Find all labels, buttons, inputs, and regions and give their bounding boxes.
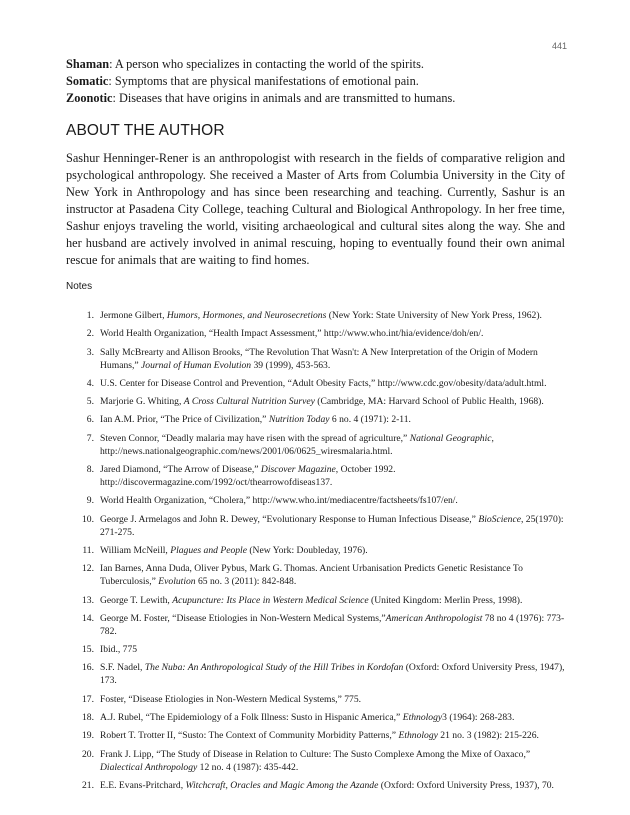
note-text-tail: 21 no. 3 (1982): 215-226. bbox=[437, 730, 539, 742]
note-title: Dialectical Anthropology bbox=[100, 761, 198, 773]
glossary-term: Somatic bbox=[66, 74, 109, 88]
note-item bbox=[66, 395, 566, 408]
note-text: A.J. Rubel, “The Epidemiology of a Folk Illness: Susto in Hispanic America,” bbox=[100, 712, 403, 724]
note-title: A Cross Cultural Nutrition Survey bbox=[183, 396, 315, 408]
note-number: 6. bbox=[86, 414, 94, 426]
note-title: Witchcraft, Oracles and Magic Among the Azande bbox=[185, 779, 379, 791]
note-title: Acupuncture: Its Place in Western Medical Science bbox=[172, 594, 369, 606]
note-text: George T. Lewith, bbox=[100, 594, 173, 606]
note-text-tail: (United Kingdom: Merlin Press, 1998). bbox=[368, 594, 523, 606]
note-text: U.S. Center for Disease Control and Prevention, “Adult Obesity Facts,” http://www.cdc.gov/obesity/data/adult.html. bbox=[100, 377, 547, 389]
note-text: Sally McBrearty and Allison Brooks, “The Revolution That Wasn't: A New Interpretation of the Origin of Modern Humans,” bbox=[100, 346, 538, 371]
note-title: Discover Magazine bbox=[260, 464, 336, 476]
note-text-tail: (Oxford: Oxford University Press, 1947), 173. bbox=[100, 662, 565, 687]
note-number: 11. bbox=[82, 544, 94, 556]
note-text-tail: (New York: State University of New York Press, 1962). bbox=[326, 310, 542, 321]
note-number: 21. bbox=[82, 779, 94, 791]
notes-list bbox=[66, 309, 566, 797]
note-text-tail: 6 no. 4 (1971): 2-11. bbox=[329, 414, 411, 426]
notes-heading: Notes bbox=[66, 281, 93, 292]
note-text: Frank J. Lipp, “The Study of Disease in Relation to Culture: The Susto Complexe Among the Mixe of Oaxaco,” bbox=[100, 748, 531, 760]
note-text: Jared Diamond, “The Arrow of Disease,” bbox=[100, 464, 261, 476]
note-item bbox=[66, 432, 566, 458]
note-text-tail: 65 no. 3 (2011): 842-848. bbox=[195, 576, 297, 588]
note-text: George M. Foster, “Disease Etiologies in Non-Western Medical Systems,” bbox=[100, 612, 386, 624]
note-item bbox=[66, 463, 566, 489]
note-number: 13. bbox=[82, 594, 94, 606]
note-text: Robert T. Trotter II, “Susto: The Context of Community Morbidity Patterns,” bbox=[100, 730, 399, 742]
note-title: American Anthropologist bbox=[385, 612, 483, 624]
note-title: Evolution bbox=[158, 576, 196, 588]
note-title: The Nuba: An Anthropological Study of the Hill Tribes in Kordofan bbox=[144, 662, 404, 674]
note-text-tail: , 25(1970): 271-275. bbox=[100, 513, 564, 538]
note-item bbox=[66, 346, 566, 372]
note-title: Nutrition Today bbox=[268, 414, 330, 426]
note-text: Ian Barnes, Anna Duda, Oliver Pybus, Mark G. Thomas. Ancient Urbanisation Predicts Genetic Resistance To Tuberculosis,” bbox=[100, 563, 523, 588]
glossary-entry-somatic bbox=[66, 73, 566, 90]
glossary-definition: : A person who specializes in contacting the world of the spirits. bbox=[109, 57, 424, 71]
note-number: 3. bbox=[86, 346, 94, 358]
note-number: 8. bbox=[86, 464, 94, 476]
note-text-tail: (New York: Doubleday, 1976). bbox=[246, 544, 368, 556]
note-text: Ian A.M. Prior, “The Price of Civilization,” bbox=[100, 414, 269, 426]
note-text: Jermone Gilbert, bbox=[100, 310, 167, 321]
note-item bbox=[66, 661, 566, 687]
note-number: 18. bbox=[82, 712, 94, 724]
note-title: National Geographic bbox=[409, 432, 492, 444]
note-text-tail: 12 no. 4 (1987): 435-442. bbox=[197, 761, 299, 773]
note-number: 7. bbox=[86, 432, 94, 444]
note-item bbox=[66, 643, 566, 656]
note-number: 1. bbox=[86, 310, 94, 321]
note-text-tail: , October 1992. http://discovermagazine.com/1992/oct/thearrowofdiseas137. bbox=[100, 464, 396, 489]
note-item bbox=[66, 377, 566, 390]
note-item bbox=[66, 748, 566, 774]
glossary-definition: : Diseases that have origins in animals and are transmitted to humans. bbox=[112, 91, 456, 105]
note-item bbox=[66, 309, 566, 322]
note-item bbox=[66, 729, 566, 742]
note-title: Ethnology bbox=[402, 712, 443, 724]
note-number: 14. bbox=[82, 612, 94, 624]
note-item bbox=[66, 594, 566, 607]
glossary bbox=[66, 56, 566, 107]
note-text: George J. Armelagos and John R. Dewey, “Evolutionary Response to Human Infectious Disease,” bbox=[100, 513, 479, 525]
note-text-tail: 39 (1999), 453-563. bbox=[251, 359, 331, 371]
note-item bbox=[66, 544, 566, 557]
note-item bbox=[66, 693, 566, 706]
glossary-definition: : Symptoms that are physical manifestations of emotional pain. bbox=[108, 74, 419, 88]
note-text: E.E. Evans-Pritchard, bbox=[100, 779, 186, 791]
note-text-tail: 3 (1964): 268-283. bbox=[442, 712, 515, 724]
note-text-tail: (Cambridge, MA: Harvard School of Public Health, 1968). bbox=[314, 396, 544, 408]
glossary-entry-shaman bbox=[66, 56, 566, 73]
note-number: 9. bbox=[86, 495, 94, 507]
glossary-entry-zoonotic bbox=[66, 90, 566, 107]
note-text: Ibid., 775 bbox=[100, 644, 138, 656]
note-item bbox=[66, 513, 566, 539]
page-number: 441 bbox=[551, 41, 567, 51]
glossary-term: Zoonotic bbox=[66, 91, 113, 105]
note-title: Journal of Human Evolution bbox=[141, 359, 252, 371]
note-item bbox=[66, 612, 566, 638]
note-number: 12. bbox=[82, 563, 94, 575]
note-number: 19. bbox=[82, 730, 94, 742]
note-number: 4. bbox=[86, 377, 94, 389]
note-item bbox=[66, 327, 566, 340]
note-item bbox=[66, 494, 566, 507]
note-number: 20. bbox=[82, 748, 94, 760]
note-number: 17. bbox=[82, 693, 94, 705]
note-item bbox=[66, 413, 566, 426]
about-author-body: Sashur Henninger-Rener is an anthropologist with research in the fields of comparative religion and psychological anthropology. She received a Master of Arts from Columbia University in the City of New York in Anthropology and has since been researching and teaching. Currently, Sashur is an instructor at Pasadena City College, teaching Cultural and Biological Anthropology. In her free time, Sashur enjoys traveling the world, visiting archaeological and cultural sites along the way. She and her husband are actively involved in animal rescuing, hoping to eventually found their own animal rescue for animals that are waiting to find homes. bbox=[66, 151, 565, 267]
note-text: S.F. Nadel, bbox=[100, 662, 145, 674]
note-item bbox=[66, 779, 566, 792]
note-text: World Health Organization, “Health Impact Assessment,” http://www.who.int/hia/evidence/doh/en/. bbox=[100, 328, 484, 340]
note-number: 5. bbox=[86, 396, 94, 408]
note-number: 2. bbox=[86, 328, 94, 340]
note-text: Foster, “Disease Etiologies in Non-Western Medical Systems,” 775. bbox=[100, 693, 362, 705]
note-text: World Health Organization, “Cholera,” http://www.who.int/mediacentre/factsheets/fs107/en/. bbox=[100, 495, 458, 507]
note-text-tail: 78 no 4 (1976): 773-782. bbox=[100, 612, 565, 637]
glossary-term: Shaman bbox=[66, 57, 110, 71]
about-author-heading: ABOUT THE AUTHOR bbox=[66, 122, 225, 139]
note-text-tail: (Oxford: Oxford University Press, 1937), 70. bbox=[378, 779, 554, 791]
note-title: Plagues and People bbox=[170, 544, 247, 556]
note-title: BioScience bbox=[478, 513, 521, 525]
note-number: 15. bbox=[82, 644, 94, 656]
note-item bbox=[66, 562, 566, 588]
note-number: 10. bbox=[82, 513, 94, 525]
note-text: Marjorie G. Whiting, bbox=[100, 396, 184, 408]
note-number: 16. bbox=[82, 662, 94, 674]
note-text-tail: , http://news.nationalgeographic.com/news/2001/06/0625_wiresmalaria.html. bbox=[100, 432, 494, 457]
note-text: Steven Connor, “Deadly malaria may have risen with the spread of agriculture,” bbox=[100, 432, 410, 444]
note-title: Humors, Hormones, and Neurosecretions bbox=[166, 310, 327, 321]
note-item bbox=[66, 711, 566, 724]
note-text: William McNeill, bbox=[100, 544, 171, 556]
note-title: Ethnology bbox=[398, 730, 438, 742]
